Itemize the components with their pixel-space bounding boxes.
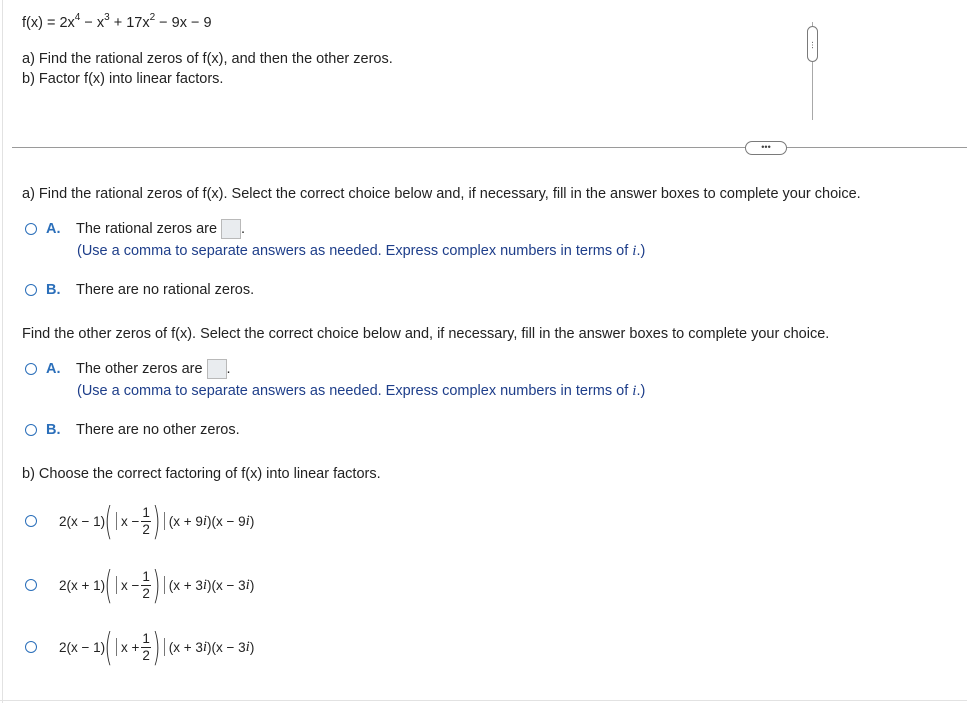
ellipsis-icon: •••: [761, 142, 771, 152]
task-b: b) Factor f(x) into linear factors.: [22, 71, 224, 87]
factoring-expression: 2(x + 1) ( x − $\frac{1}{2}$ ) (x + 3 i )(x − 3 i ): [59, 563, 255, 607]
left-paren: (: [104, 625, 113, 669]
vertical-dots-icon: ⋯: [808, 40, 817, 48]
left-border: [2, 0, 3, 703]
problem-statement: [22, 13, 393, 89]
factoring-option-1[interactable]: [25, 499, 255, 543]
right-paren: ): [152, 499, 161, 543]
fraction: $\frac{1}{2}$: [142, 504, 150, 537]
other-zeros-prompt: Find the other zeros of f(x). Select the correct choice below and, if necessary, fill in the answer boxes to complete your choice.: [22, 326, 830, 342]
rational-zeros-prompt: a) Find the rational zeros of f(x). Select the correct choice below and, if necessary, fill in the answer boxes to complete your choice.: [22, 186, 861, 202]
right-paren: ): [152, 625, 161, 669]
radio-button[interactable]: [25, 363, 37, 375]
radio-button[interactable]: [25, 284, 37, 296]
bottom-border: [0, 700, 967, 701]
radio-button[interactable]: [25, 579, 37, 591]
panel-splitter-handle[interactable]: [807, 26, 818, 62]
radio-button[interactable]: [25, 223, 37, 235]
factoring-option-3[interactable]: [25, 625, 255, 669]
other-zeros-answer-box[interactable]: [207, 359, 227, 379]
left-paren: (: [104, 563, 113, 607]
radio-button[interactable]: [25, 515, 37, 527]
function-definition: $f(x) = 2x^4 - x^3 + 17x^2 - 9x - 9$: [22, 12, 212, 31]
rational-zeros-hint: (Use a comma to separate answers as needed. Express complex numbers in terms of i.): [77, 243, 646, 259]
factoring-prompt: b) Choose the correct factoring of f(x) into linear factors.: [22, 466, 381, 482]
radio-button[interactable]: [25, 424, 37, 436]
factoring-expression: 2(x − 1) ( x + $\frac{1}{2}$ ) (x + 3 i )(x − 3 i ): [59, 625, 255, 669]
left-paren: (: [104, 499, 113, 543]
factoring-option-2[interactable]: [25, 563, 255, 607]
section-divider: [12, 147, 967, 148]
other-zeros-hint: (Use a comma to separate answers as needed. Express complex numbers in terms of i.): [77, 383, 646, 399]
fraction: $\frac{1}{2}$: [142, 630, 150, 663]
task-a: a) Find the rational zeros of f(x), and then the other zeros.: [22, 51, 393, 67]
rational-zeros-answer-box[interactable]: [221, 219, 241, 239]
expand-more-button[interactable]: [745, 141, 787, 155]
factoring-expression: 2(x − 1) ( x − $\frac{1}{2}$ ) (x + 9 i )(x − 9 i ): [59, 499, 255, 543]
right-paren: ): [152, 563, 161, 607]
radio-button[interactable]: [25, 641, 37, 653]
fraction: $\frac{1}{2}$: [142, 568, 150, 601]
